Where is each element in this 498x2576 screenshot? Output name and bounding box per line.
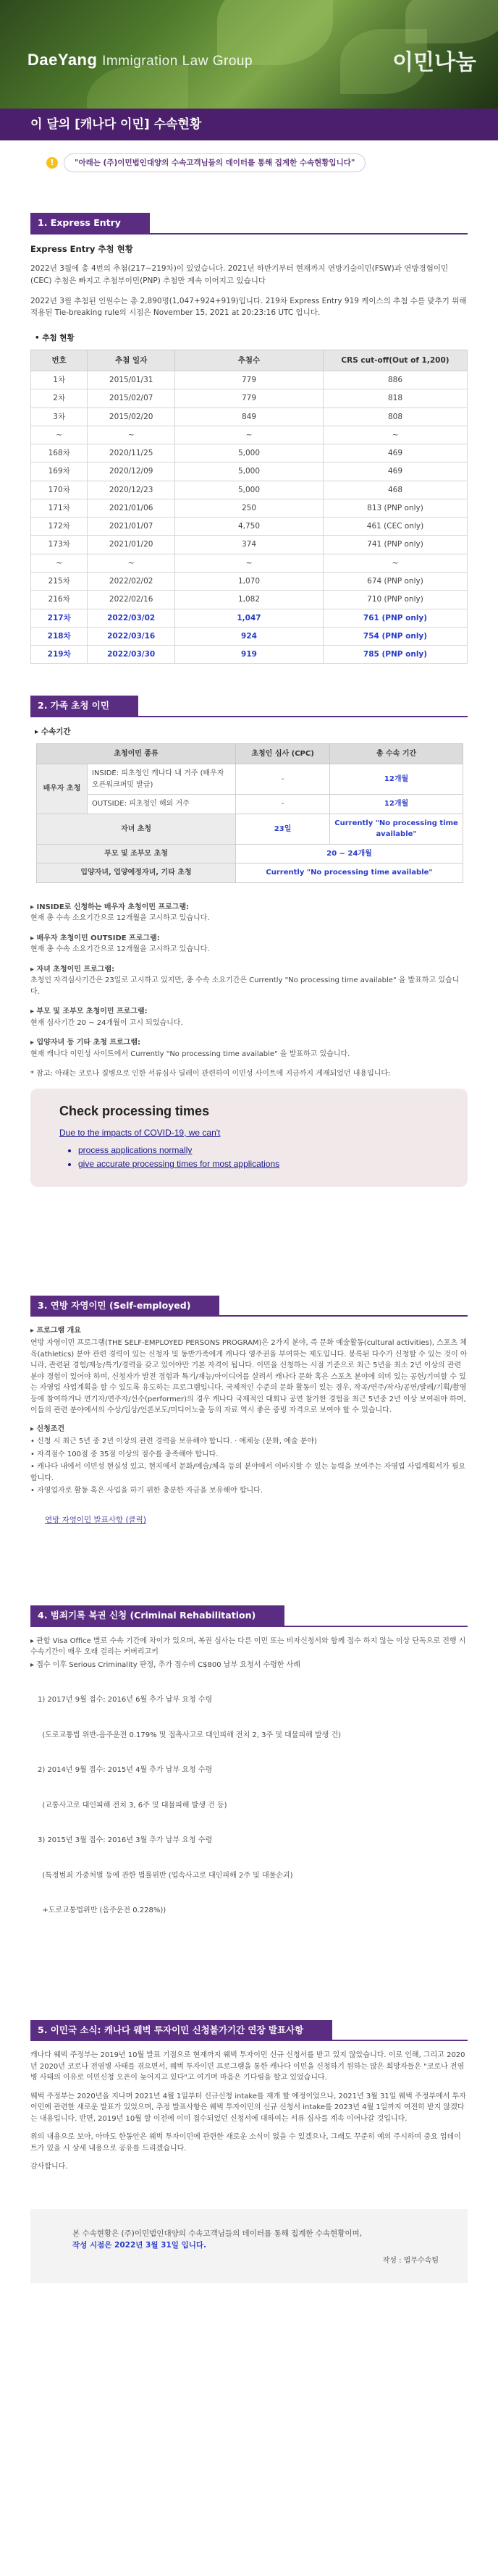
covid-list-item[interactable]: • process applications normally bbox=[78, 1144, 468, 1157]
table-cell: 2022/03/02 bbox=[88, 609, 175, 627]
table-cell: 20 ~ 24개월 bbox=[236, 844, 463, 863]
table-cell: 808 bbox=[323, 407, 467, 426]
table-cell: 1,082 bbox=[174, 591, 323, 609]
sub-heading: ▸ 신청조건 bbox=[30, 1424, 65, 1433]
list-item: 1) 2017년 9월 접수: 2016년 6월 추가 납부 요청 수령 bbox=[38, 1696, 213, 1705]
paragraph: 연방 자영이민 프로그램(THE SELF-EMPLOYED PERSONS PROGRAM)은 2가지 분야, 즉 문화 예술활동(cultural activities), 스포츠 체육(athletics) 분야 관련 경력이 있는 신청자 및 동반가족에게 캐나다 영주권을 부여하는 제도입니다. 봉록된 다수가 신청할 수 있는 것이 아니라, 관련된 경험/재능/특기/경력을 갖고 있어야만 기본 자격이 됩니다. 이민을 신청하는 시점 기준으로 최근 5년을 최소 2년 이상의 관련 분야 경험이 있어야 하며, 신청자가 발전 경험과 특기/재능/아이디어를 살려서 캐나다 문화 혹은 스포츠 분야에 의미 있는 공헌/기여할 수 있는 자영업 사업계획을 할 수 있도록 유도하는 프로그램입니다. 국제적인 수준의 문화 활동이 있는 경우, 작곡/연주/작사/공연/발레/기획/촬영 등에 참여하거나 연기자/연주자/선수(performer)의 경우 캐나다 국제적인 대회나 공연 참가한 경험을 최근 5년중 2년 이상 보여줘야 하며, 이들의 관련 분야에서의 수상/입상/언론보도/미디어노출 등의 자료 역시 좋은 증빙 자격으로 보여야 할 수 있습니다. bbox=[30, 1339, 468, 1415]
table-cell: 2015/02/20 bbox=[88, 407, 175, 426]
list-item: • 신청 시 최근 5년 중 2년 이상의 관련 경력을 보유해야 합니다. · 예체능 (문화, 예술 분야) bbox=[30, 1437, 317, 1446]
table-row bbox=[31, 536, 468, 554]
list-item: • 캐나다 내에서 이민성 현실성 있고, 현지에서 문화/예술/체육 등의 분야에서 이바지할 수 있는 능력을 보여주는 자영업 사업계획서가 필요합니다. bbox=[30, 1463, 466, 1482]
list-item: (도로교통법 위반-음주운전 0.179% 및 접촉사고로 대인피해 전치 2, 3주 및 대물피해 발생 건) bbox=[38, 1731, 342, 1739]
section-heading: 3. 연방 자영이민 (Self-employed) bbox=[30, 1296, 219, 1315]
page-title: 이 달의 [캐나다 이민] 수속현황 bbox=[30, 117, 202, 132]
section-rule bbox=[30, 1626, 468, 1627]
table-title: • 추첨 현황 bbox=[35, 333, 75, 342]
table-cell: ~ bbox=[323, 426, 467, 444]
table-row bbox=[31, 627, 468, 645]
table-cell: ~ bbox=[323, 554, 467, 572]
paragraph: 2022년 3월 추첨된 인원수는 총 2,890명(1,047+924+919)입니다. 219차 Express Entry 919 케이스의 추첨 수를 맞추기 위해 적용된 Tie-breaking rule의 시점은 November 15, 2021 at 20:23:16 UTC 입니다. bbox=[30, 296, 467, 318]
note-title: ▸ INSIDE로 신청하는 배우자 초청이민 프로그램: bbox=[30, 903, 190, 911]
note-item bbox=[30, 964, 468, 998]
table-cell: ~ bbox=[31, 426, 88, 444]
section-rule bbox=[30, 2040, 468, 2041]
footer-line: 본 수속현황은 (주)이민법인대양의 수속고객님들의 데이터를 통해 집계한 수속현황이며, bbox=[72, 2229, 363, 2238]
note-text: 현재 총 수속 소요기간으로 12개월을 고시하고 있습니다. bbox=[30, 945, 210, 954]
covid-link[interactable]: Due to the impacts of COVID-19, we can't bbox=[59, 1127, 221, 1138]
list-item: • 자격점수 100점 중 35점 이상의 점수를 충족해야 합니다. bbox=[30, 1450, 219, 1458]
table-cell: 3차 bbox=[31, 407, 88, 426]
quote-text: "아래는 (주)이민법인대양의 수속고객님들의 데이터를 통해 집계한 수속현황입니다" bbox=[64, 153, 366, 172]
row-label: 입양자녀, 업양예정자녀, 기타 초청 bbox=[37, 863, 236, 883]
table-cell: 849 bbox=[174, 407, 323, 426]
covid-note: * 참고: 아래는 코로나 질병으로 인한 서류심사 딜레이 관련하여 이민성 사이트에 지금까지 게재되었던 내용입니다: bbox=[30, 1070, 391, 1078]
row-label: 부모 및 조부모 초청 bbox=[37, 844, 236, 863]
footer-date: 작성 시점은 2022년 3월 31일 입니다. bbox=[72, 2240, 206, 2250]
table-cell: 710 (PNP only) bbox=[323, 591, 467, 609]
table-cell: ~ bbox=[31, 554, 88, 572]
column-header: 초청인 심사 (CPC) bbox=[236, 743, 330, 764]
header-banner bbox=[0, 0, 498, 109]
sub-heading: ▸ 프로그램 개요 bbox=[30, 1326, 81, 1335]
covid-list-item[interactable]: • give accurate processing times for most applications bbox=[78, 1157, 468, 1171]
table-cell: 2020/12/09 bbox=[88, 463, 175, 481]
table-cell: 2021/01/20 bbox=[88, 536, 175, 554]
note-text: 현재 캐나다 이민성 사이트에서 Currently "No processing time available" 을 발표하고 있습니다. bbox=[30, 1050, 350, 1058]
section-subtitle: Express Entry 추첨 현황 bbox=[30, 243, 133, 254]
section-rehabilitation bbox=[30, 1526, 468, 1940]
row-label: 배우자 초청 bbox=[37, 764, 88, 814]
table-row bbox=[31, 554, 468, 572]
company-logo[interactable] bbox=[28, 48, 253, 72]
logo-sub: Immigration Law Group bbox=[102, 54, 253, 69]
paragraph: 2022년 3월에 총 4번의 추첨(217~219차)이 있었습니다. 2021년 하반기부터 현재까지 연방기술이민(FSW)과 연방경험이민(CEC) 추첨은 빠지고 추첨부이민(PNP) 추첨만 계속 이어지고 있습니다 bbox=[30, 264, 449, 285]
table-row bbox=[31, 646, 468, 664]
title-bar bbox=[0, 109, 498, 140]
brand-logo: 이민나눔 bbox=[392, 50, 476, 75]
table-cell: 779 bbox=[174, 389, 323, 407]
note-text: 초청인 자격심사기간은 23일로 고시하고 있지만, 총 수속 소요기간은 Currently "No processing time available" 을 발표하고 있습니다. bbox=[30, 976, 460, 996]
note-item bbox=[30, 1006, 468, 1029]
note-title: ▸ 자녀 초청이민 프로그램: bbox=[30, 965, 115, 974]
table-cell: 5,000 bbox=[174, 444, 323, 463]
section-family-sponsorship bbox=[30, 664, 468, 1186]
table-cell: 761 (PNP only) bbox=[323, 609, 467, 627]
table-cell: 924 bbox=[174, 627, 323, 645]
covid-title: Check processing times bbox=[59, 1103, 210, 1118]
table-cell: 785 (PNP only) bbox=[323, 646, 467, 664]
table-row bbox=[31, 572, 468, 590]
table-cell: 218차 bbox=[31, 627, 88, 645]
table-cell: 250 bbox=[174, 499, 323, 517]
note-item bbox=[30, 1037, 468, 1060]
list-item: 3) 2015년 3월 접수: 2016년 3월 추가 납부 요청 수령 bbox=[38, 1836, 213, 1845]
self-employed-link[interactable]: 연방 자영이민 발표사항 (클릭) bbox=[45, 1515, 146, 1524]
table-cell: 813 (PNP only) bbox=[323, 499, 467, 517]
paragraph: ▸ 접수 이후 Serious Criminality 판정, 추가 접수비 C$800 납부 요청서 수령한 사례 bbox=[30, 1660, 300, 1669]
table-cell: 2020/11/25 bbox=[88, 444, 175, 463]
footer-box bbox=[30, 2209, 468, 2283]
table-cell: 217차 bbox=[31, 609, 88, 627]
list-item: 2) 2014년 9월 접수: 2015년 4월 추가 납부 요청 수령 bbox=[38, 1766, 213, 1775]
row-label: 자녀 초청 bbox=[37, 814, 236, 844]
paragraph: 웨벅 주정부는 2020년을 지나며 2021년 4월 1일부터 신규신청 intake를 재개 할 예정이었으나, 2021년 3월 31일 웨벅 주정부에서 투자이민에 관련한 새로운 발표가 있었으며, 추정 발표사항은 웨벅 투자이민의 신규 신청서 intake를 2023년 4월 1일까지 여전히 받지 않겠다는 내용입니다. 반면, 2019년 10월 할 이전에 이미 접수되었던 신청서에 대하여는 서류 심사를 계속 이어나갈 것입니다. bbox=[30, 2092, 466, 2123]
logo-main: DaeYang bbox=[28, 51, 98, 69]
section-express-entry bbox=[30, 172, 468, 664]
table-cell: 170차 bbox=[31, 481, 88, 499]
section-heading: 4. 범죄기록 복권 신청 (Criminal Rehabilitation) bbox=[30, 1605, 284, 1625]
case-list bbox=[30, 1672, 468, 1941]
table-row bbox=[31, 389, 468, 407]
table-row bbox=[31, 407, 468, 426]
table-cell: 2015/01/31 bbox=[88, 371, 175, 389]
table-cell: 168차 bbox=[31, 444, 88, 463]
table-cell: 741 (PNP only) bbox=[323, 536, 467, 554]
table-cell: ~ bbox=[88, 426, 175, 444]
processing-table bbox=[36, 743, 463, 883]
column-header: CRS cut-off(Out of 1,200) bbox=[323, 350, 467, 371]
table-cell: 2021/01/07 bbox=[88, 518, 175, 536]
note-title: ▸ 부모 및 조부모 초청이민 프로그램: bbox=[30, 1008, 148, 1016]
table-cell: 2015/02/07 bbox=[88, 389, 175, 407]
table-cell: 23일 bbox=[236, 814, 330, 844]
table-cell: ~ bbox=[174, 426, 323, 444]
table-row bbox=[31, 426, 468, 444]
table-cell: 2020/12/23 bbox=[88, 481, 175, 499]
table-cell: 1,070 bbox=[174, 572, 323, 590]
table-cell: 2022/03/30 bbox=[88, 646, 175, 664]
table-row bbox=[31, 518, 468, 536]
table-cell: 215차 bbox=[31, 572, 88, 590]
note-item bbox=[30, 933, 468, 955]
table-cell: 2022/03/16 bbox=[88, 627, 175, 645]
draw-table bbox=[30, 350, 468, 664]
table-cell: Currently "No processing time available" bbox=[330, 814, 463, 844]
table-cell: 12개월 bbox=[330, 764, 463, 795]
note-title: ▸ 배우자 초청이민 OUTSIDE 프로그램: bbox=[30, 934, 160, 942]
section-heading: 1. Express Entry bbox=[30, 213, 150, 232]
table-cell: 171차 bbox=[31, 499, 88, 517]
note-item bbox=[30, 902, 468, 924]
section-heading: 2. 가족 초청 이민 bbox=[30, 696, 138, 715]
row-label: INSIDE: 피초청인 캐나다 내 거주 (배우자 오픈워크퍼밋 발급) bbox=[88, 764, 236, 795]
table-row bbox=[31, 591, 468, 609]
table-cell: 779 bbox=[174, 371, 323, 389]
table-cell: 2022/02/16 bbox=[88, 591, 175, 609]
list-item: (특정범죄 가중처벌 등에 관한 법률위반 (업속사고로 대인피해 2주 및 대물손괴) bbox=[38, 1871, 293, 1880]
paragraph: 캐나다 웨벅 주정부는 2019년 10월 발표 기점으로 현재까지 웨벅 투자이민 신규 신청서를 받고 있지 않았습니다. 이로 인해, 그리고 2020년 2020년 코로나 전염병 사태를 겪으면서, 웨벅 투자이민 프로그램을 통한 캐나다 이민을 신청하기 원하는 많은 희망자들은 "코로나 전염병 사태의 이유로 이민신청 오픈이 늦어지고 있다"고 여기며 마음은 기다림을 할고 있었습니다. bbox=[30, 2051, 465, 2082]
table-cell: 469 bbox=[323, 463, 467, 481]
row-label: OUTSIDE: 피초청인 해외 거주 bbox=[88, 795, 236, 814]
table-cell: - bbox=[236, 764, 330, 795]
section-self-employed bbox=[30, 1187, 468, 1526]
column-header: 초청이민 종류 bbox=[37, 743, 236, 764]
table-cell: 468 bbox=[323, 481, 467, 499]
section-rule bbox=[30, 716, 468, 717]
leaf-decoration bbox=[405, 0, 498, 43]
list-item: • 자영업자로 활동 혹은 사업을 하기 위한 충분한 자금을 보유해야 합니다. bbox=[30, 1487, 263, 1495]
thanks-text: 감사합니다. bbox=[30, 2163, 68, 2171]
section-news bbox=[30, 1941, 468, 2173]
table-cell: 5,000 bbox=[174, 463, 323, 481]
table-row bbox=[31, 371, 468, 389]
section-rule bbox=[30, 233, 468, 235]
table-cell: 461 (CEC only) bbox=[323, 518, 467, 536]
table-cell: 169차 bbox=[31, 463, 88, 481]
covid-list bbox=[59, 1144, 468, 1170]
table-cell: 374 bbox=[174, 536, 323, 554]
table-cell: 4,750 bbox=[174, 518, 323, 536]
note-text: 현재 심사기간 20 ~ 24개월이 고시 되었습니다. bbox=[30, 1018, 183, 1027]
footer-author: 작성 : 법무수속팀 bbox=[382, 2257, 439, 2265]
table-cell: 5,000 bbox=[174, 481, 323, 499]
column-header: 번호 bbox=[31, 350, 88, 371]
table-cell: 919 bbox=[174, 646, 323, 664]
table-cell: 219차 bbox=[31, 646, 88, 664]
quote-icon: ! bbox=[46, 157, 58, 169]
table-row bbox=[31, 481, 468, 499]
covid-notice-box bbox=[30, 1089, 468, 1187]
paragraph: ▸ 관할 Visa Office 별로 수속 기간에 차이가 있으며, 복권 심사는 다른 이민 또는 비자신청서와 함께 접수 하지 않는 이상 단독으로 진행 시 수속기간이 매우 오래 걸리는 커버리고키 bbox=[30, 1637, 466, 1657]
condition-list bbox=[30, 1436, 468, 1497]
list-item: (교통사고로 대인피해 전치 3, 6주 및 대물피해 발생 건 등) bbox=[38, 1801, 227, 1809]
table-cell: 818 bbox=[323, 389, 467, 407]
column-header: 추첨수 bbox=[174, 350, 323, 371]
table-cell: 2021/01/06 bbox=[88, 499, 175, 517]
table-cell: 12개월 bbox=[330, 795, 463, 814]
table-cell: 674 (PNP only) bbox=[323, 572, 467, 590]
column-header: 총 수속 기간 bbox=[330, 743, 463, 764]
column-header: 추첨 일자 bbox=[88, 350, 175, 371]
table-cell: 886 bbox=[323, 371, 467, 389]
section-rule bbox=[30, 1315, 468, 1317]
paragraph: 위의 내용으로 보아, 아마도 한동안은 웨벅 투자이민에 관련한 새로운 소식이 없을 수 있겠으나, 그래도 꾸준히 예의 주시하며 중요 업데이트가 있을 시 상세 내용으로 공유를 드리겠습니다. bbox=[30, 2133, 461, 2153]
table-cell: 173차 bbox=[31, 536, 88, 554]
list-item: +도로교통법위반 (음주운전 0.228%)) bbox=[38, 1906, 166, 1915]
table-cell: ~ bbox=[88, 554, 175, 572]
table-row bbox=[31, 463, 468, 481]
table-row bbox=[31, 609, 468, 627]
table-cell: ~ bbox=[174, 554, 323, 572]
table-row bbox=[31, 444, 468, 463]
table-cell: 172차 bbox=[31, 518, 88, 536]
section-heading: 5. 이민국 소식: 캐나다 웨벅 투자이민 신청불가기간 연장 발표사항 bbox=[30, 2020, 332, 2040]
notes-list bbox=[30, 902, 468, 1080]
table-cell: 2차 bbox=[31, 389, 88, 407]
table-cell: 1차 bbox=[31, 371, 88, 389]
note-title: ▸ 입양자녀 등 기타 초청 프로그램: bbox=[30, 1039, 141, 1047]
table-cell: 754 (PNP only) bbox=[323, 627, 467, 645]
note-text: 현재 총 수속 소요기간으로 12개월을 고시하고 있습니다. bbox=[30, 914, 210, 923]
intro-quote bbox=[46, 153, 498, 172]
table-title: ▸ 수속기간 bbox=[35, 727, 71, 736]
table-cell: 1,047 bbox=[174, 609, 323, 627]
table-cell: 2022/02/02 bbox=[88, 572, 175, 590]
table-row bbox=[31, 499, 468, 517]
table-cell: - bbox=[236, 795, 330, 814]
table-body bbox=[31, 371, 468, 664]
table-cell: 216차 bbox=[31, 591, 88, 609]
table-cell: 469 bbox=[323, 444, 467, 463]
table-cell: Currently "No processing time available" bbox=[236, 863, 463, 883]
